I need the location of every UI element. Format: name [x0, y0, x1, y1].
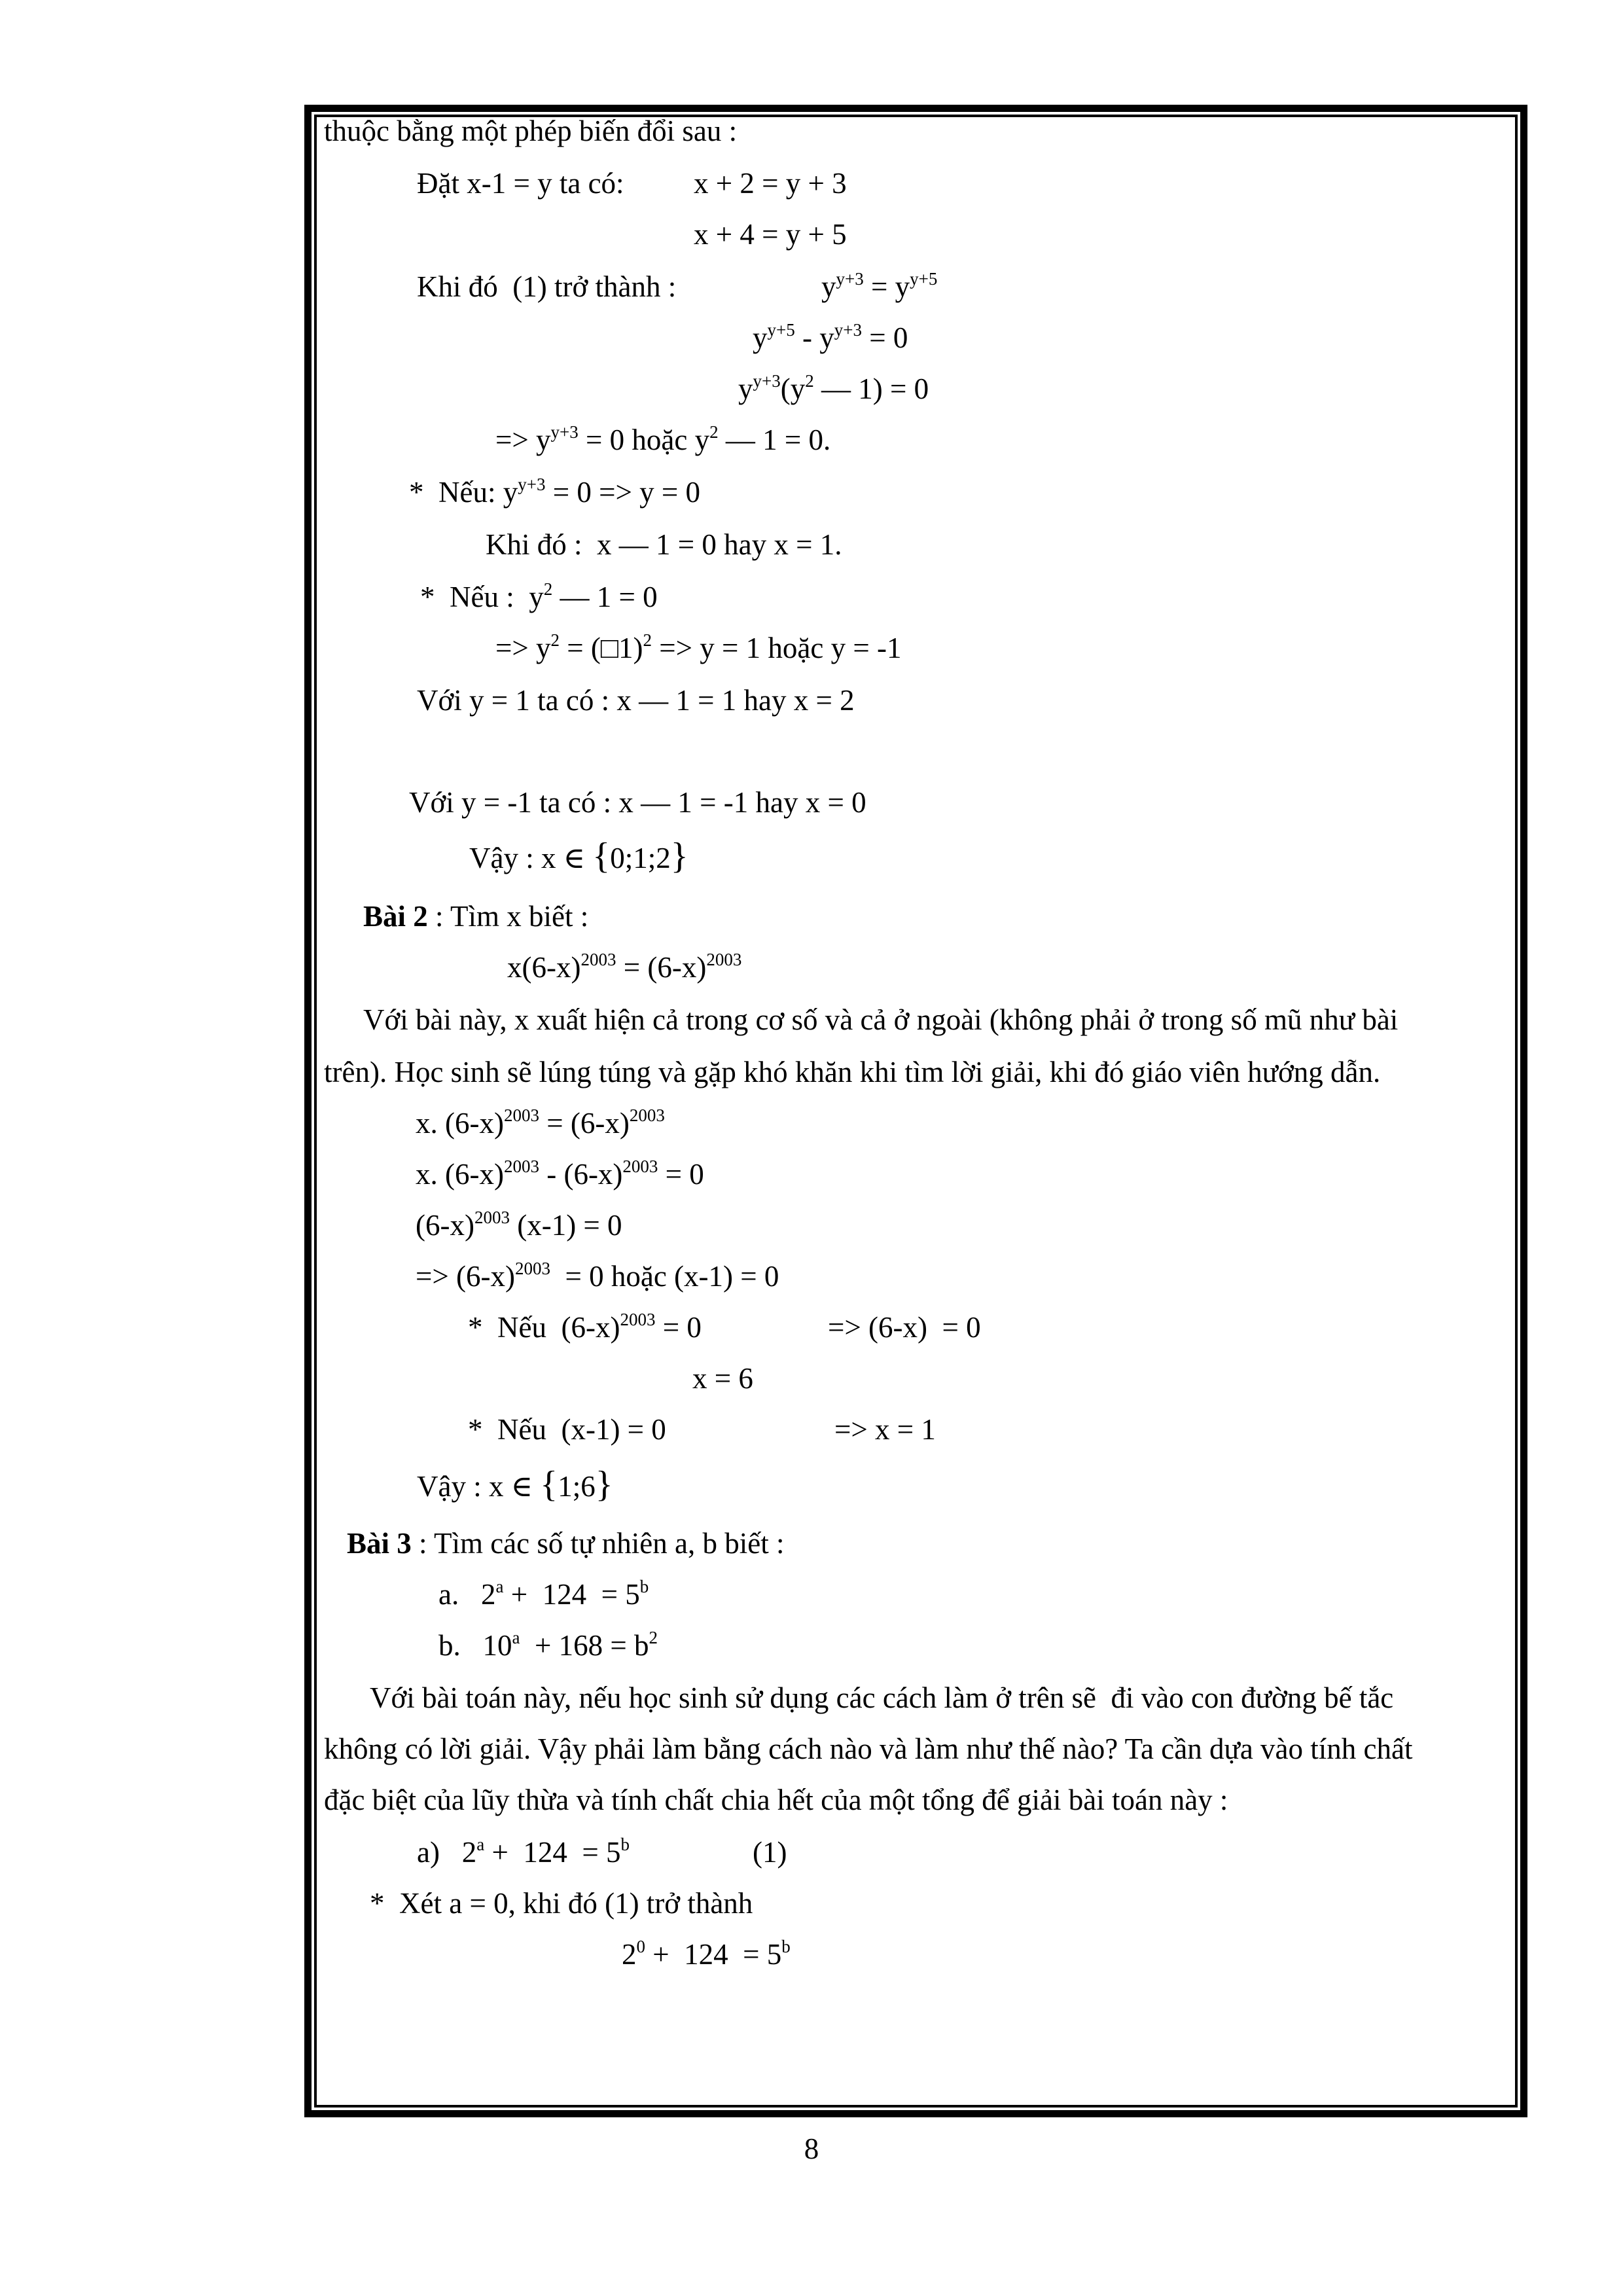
equation: a) $2^a + 124 = 5^b$ [417, 1835, 630, 1869]
equation: b. $10^a + 168 = b^2$ [438, 1628, 658, 1662]
exercise-heading: Bài 2 : Tìm x biết : [363, 900, 589, 933]
equation: x = 6 [692, 1362, 753, 1395]
paragraph-line: đặc biệt của lũy thừa và tính chất chia hết của một tổng để giải bài toán này : [324, 1784, 1228, 1816]
paragraph-line: không có lời giải. Vậy phải làm bằng cách nào và làm như thế nào? Ta cần dựa vào tính chất [324, 1732, 1413, 1765]
equation: => $y^{y+3} = 0$ hoặc $y^2$ — 1 = 0. [495, 422, 831, 456]
text-line: Với y = -1 ta có : x — 1 = -1 hay x = 0 [409, 786, 866, 819]
equation: x + 2 = y + 3 [694, 167, 847, 200]
text-line: Đặt x-1 = y ta có: [417, 167, 624, 200]
equation: * Nếu $(6-x)^{2003} = 0$ [468, 1310, 702, 1344]
equation: x + 4 = y + 5 [694, 218, 847, 251]
equation: * Nếu: $y^{y+3} = 0 => y = 0$ [409, 475, 700, 509]
equation: x. $(6-x)^{2003} - (6-x)^{2003} = 0$ [416, 1157, 704, 1191]
text-line: thuộc bằng một phép biến đổi sau : [324, 115, 738, 147]
equation: $y^{y+3} = y^{y+5}$ [821, 269, 938, 303]
equation: Vậy : x ∈ {1;6} [417, 1464, 613, 1505]
equation: x. $(6-x)^{2003} = (6-x)^{2003}$ [416, 1105, 665, 1139]
text-line: Khi đó (1) trở thành : [417, 270, 677, 303]
equation: a. $2^a + 124 = 5^b$ [438, 1577, 649, 1611]
page-number: 8 [804, 2132, 819, 2165]
equation: $2^0 + 124 = 5^b$ [622, 1937, 791, 1971]
equation: $y^{y+3}(y^2$ — 1) = 0 [738, 371, 929, 405]
text-line: * Xét a = 0, khi đó (1) trở thành [370, 1887, 753, 1920]
paragraph-line: Với bài toán này, nếu học sinh sử dụng các cách làm ở trên sẽ đi vào con đường bế tắc [370, 1681, 1394, 1714]
equation: => (6-x) = 0 [828, 1311, 981, 1344]
exercise-heading: Bài 3 : Tìm các số tự nhiên a, b biết : [347, 1527, 785, 1560]
equation: * Nếu (x-1) = 0 [468, 1413, 666, 1446]
paragraph-line: trên). Học sinh sẽ lúng túng và gặp khó khăn khi tìm lời giải, khi đó giáo viên hướng dẫn. [324, 1056, 1381, 1088]
paragraph-line: Với bài này, x xuất hiện cả trong cơ số và cả ở ngoài (không phải ở trong số mũ như bài [363, 1003, 1399, 1036]
equation-tag: (1) [753, 1836, 787, 1869]
equation: $(6-x)^{2003}$ (x-1) = 0 [416, 1208, 622, 1242]
equation: * Nếu : $y^2$ — 1 = 0 [420, 579, 658, 613]
equation: => $y^2$ = (□1)$^2$ => y = 1 hoặc y = -1 [495, 630, 902, 664]
text-line: Khi đó : x — 1 = 0 hay x = 1. [486, 528, 842, 561]
equation: => $(6-x)^{2003} = 0$ hoặc (x-1) = 0 [416, 1259, 779, 1293]
text-line: Với y = 1 ta có : x — 1 = 1 hay x = 2 [417, 684, 855, 717]
equation: $x(6-x)^{2003} = (6-x)^{2003}$ [507, 950, 742, 984]
equation: $y^{y+5} - y^{y+3} = 0$ [753, 320, 908, 354]
equation: => x = 1 [834, 1413, 936, 1446]
equation: Vậy : x ∈ {0;1;2} [469, 836, 688, 876]
